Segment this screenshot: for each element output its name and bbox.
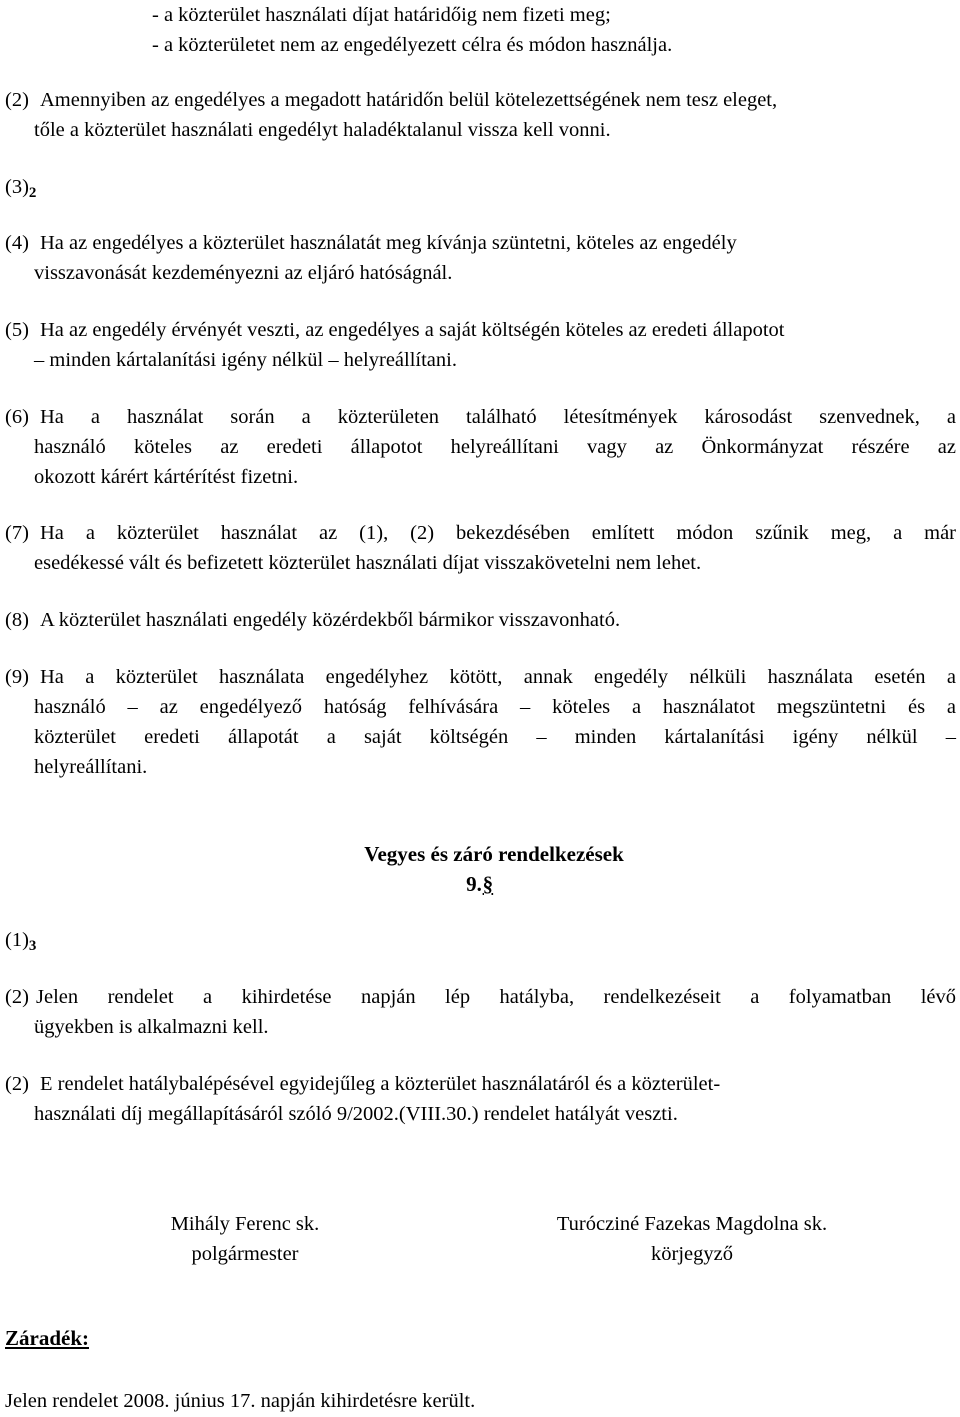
paragraph-8 [40,605,956,635]
paragraph-line: helyreállítani. [34,756,148,778]
paragraph-2-number: (2) [5,89,29,111]
paragraph-line: esedékessé vált és befizetett közterület használati díjat visszakövetelni nem lehet. [34,552,702,574]
paragraph-line: használó – az engedélyező hatóság felhívására – köteles a használatot megszüntetni és a [34,696,956,718]
clause-title: Záradék: [5,1326,89,1350]
paragraph-line: ügyekben is alkalmazni kell. [34,1016,269,1038]
section-paragraph-2a-cont [34,1012,956,1042]
paragraph-line: közterület eredeti állapotát a saját költségén – minden kártalanítási igény nélkül – [34,726,956,748]
signatory-name: Turócziné Fazekas Magdolna sk. [556,1213,828,1235]
clause-text: Jelen rendelet 2008. június 17. napján kihirdetésre került. [5,1390,476,1412]
signature-right [512,1209,872,1269]
list-item: - a közterület használati díjat határidőig nem fizeti meg; [152,4,611,26]
footnote-marker: 3 [28,938,37,954]
section-number-text: 9. [466,872,482,896]
paragraph-7-number: (7) [5,522,29,544]
footnote-marker: 2 [28,185,37,201]
paragraph-8-number: (8) [5,609,29,631]
paragraph-5 [40,315,956,345]
section-paragraph-1 [5,925,36,961]
paragraph-3 [5,172,36,208]
paragraph-line: Jelen rendelet a kihirdetése napján lép hatályba, rendelkezéseit a folyamatban lévő [36,986,956,1008]
section-paragraph-1-number: (1) [5,929,29,951]
paragraph-line: A közterület használati engedély közérdekből bármikor visszavonható. [40,609,621,631]
paragraph-2 [40,85,956,115]
paragraph-7-cont [34,548,956,578]
list-item: - a közterületet nem az engedélyezett célra és módon használja. [152,34,673,56]
paragraph-2-cont [34,115,956,145]
paragraph-6-number: (6) [5,406,29,428]
signatory-title: körjegyző [651,1243,733,1265]
signatory-name: Mihály Ferenc sk. [170,1213,320,1235]
paragraph-6-cont [34,432,956,492]
paragraph-4-cont [34,258,956,288]
paragraph-9 [40,662,956,692]
signatory-title: polgármester [191,1243,299,1265]
section-paragraph-2a [36,982,956,1012]
paragraph-line: használati díj megállapításáról szóló 9/2002.(VIII.30.) rendelet hatályát veszti. [34,1103,678,1125]
paragraph-9-number: (9) [5,666,29,688]
paragraph-line: visszavonását kezdeményezni az eljáró hatóságnál. [34,262,453,284]
paragraph-4 [40,228,956,258]
paragraph-line: Ha az engedélyes a közterület használatát meg kívánja szüntetni, köteles az engedély [40,232,737,254]
paragraph-7 [40,518,956,548]
signature-left [130,1209,360,1269]
paragraph-5-number: (5) [5,319,29,341]
section-paragraph-2b-cont [34,1099,956,1129]
top-list [152,0,956,60]
paragraph-4-number: (4) [5,232,29,254]
paragraph-5-cont [34,345,956,375]
paragraph-line: okozott kárért kártérítést fizetni. [34,466,299,488]
paragraph-9-cont [34,692,956,782]
section-title: Vegyes és záró rendelkezések [364,842,624,866]
paragraph-3-number: (3) [5,176,29,198]
section-symbol: § [482,872,494,896]
paragraph-line: Amennyiben az engedélyes a megadott határidőn belül kötelezettségének nem tesz eleget, [40,89,778,111]
paragraph-line: tőle a közterület használati engedélyt haladéktalanul vissza kell vonni. [34,119,611,141]
section-paragraph-2b-number: (2) [5,1073,29,1095]
paragraph-line: Ha a közterület használat az (1), (2) bekezdésében említett módon szűnik meg, a már [40,522,956,544]
section-paragraph-2b [40,1069,956,1099]
paragraph-line: Ha a használat során a közterületen található létesítmények károsodást szenvednek, a [40,406,956,428]
paragraph-line: E rendelet hatálybalépésével egyidejűleg a közterület használatáról és a közterület- [40,1073,721,1095]
paragraph-line: Ha az engedély érvényét veszti, az engedélyes a saját költségén köteles az eredeti állapotot [40,319,785,341]
section-paragraph-2a-number: (2) [5,986,29,1008]
paragraph-6 [40,402,956,432]
paragraph-line: Ha a közterület használata engedélyhez kötött, annak engedély nélküli használata esetén a [40,666,956,688]
paragraph-line: használó köteles az eredeti állapotot helyreállítani vagy az Önkormányzat részére az [34,436,956,458]
paragraph-line: – minden kártalanítási igény nélkül – helyreállítani. [34,349,457,371]
section-number [0,869,960,899]
